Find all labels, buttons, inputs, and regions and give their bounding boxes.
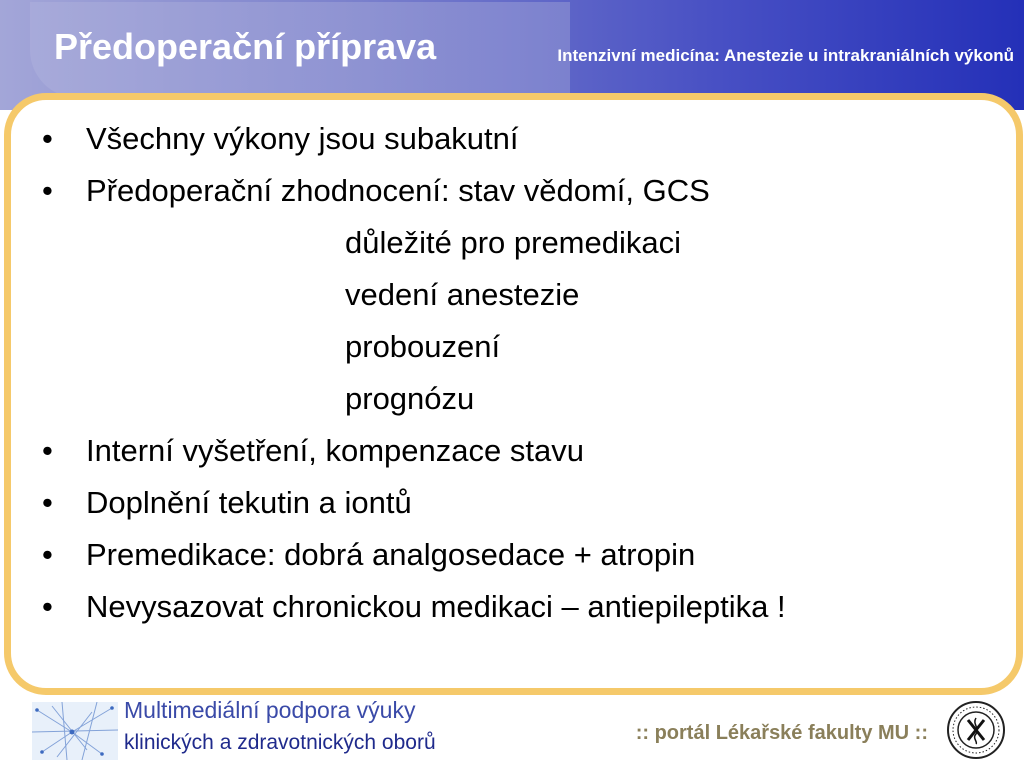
sub-item: důležité pro premedikaci xyxy=(345,225,682,260)
footer-portal-link[interactable]: :: portál Lékařské fakulty MU :: xyxy=(635,722,928,744)
bullet-list xyxy=(40,113,786,633)
bullet-item: • Premedikace: dobrá analgosedace + atropin xyxy=(40,529,786,581)
bullet-item: • Nevysazovat chronickou medikaci – antiepileptika ! xyxy=(40,581,786,633)
slide-subtitle: Intenzivní medicína: Anestezie u intrakraniálních výkonů xyxy=(557,46,1014,65)
sub-item: probouzení xyxy=(345,329,501,364)
bullet-item: • Všechny výkony jsou subakutní xyxy=(40,113,786,165)
slide-title: Předoperační příprava xyxy=(54,26,437,67)
bullet-item: • Doplnění tekutin a iontů xyxy=(40,477,786,529)
bullet-item: • Interní vyšetření, kompenzace stavu xyxy=(40,425,786,477)
sub-item: prognózu xyxy=(345,381,475,416)
footer-project-line1: Multimediální podpora výuky xyxy=(124,697,416,723)
footer-project-line2: klinických a zdravotnických oborů xyxy=(124,731,436,754)
network-logo-icon xyxy=(32,702,118,760)
bullet-item: • Předoperační zhodnocení: stav vědomí, GCS xyxy=(40,165,786,217)
university-seal-icon xyxy=(946,700,1006,760)
sub-item: vedení anestezie xyxy=(345,277,580,312)
